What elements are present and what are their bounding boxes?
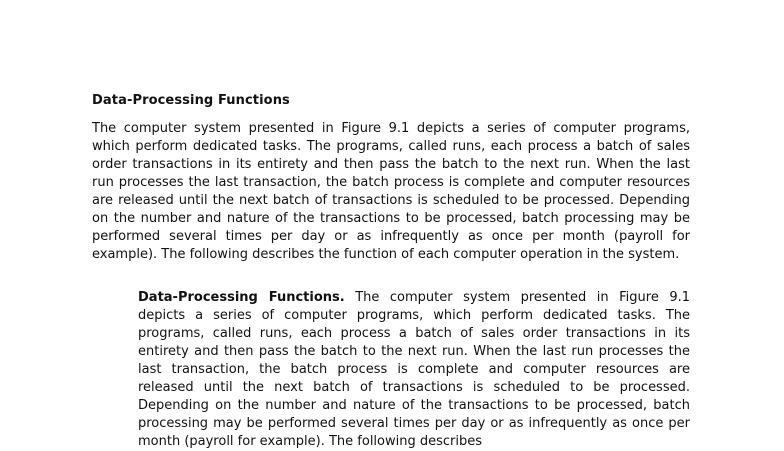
indented-paragraph-text: The computer system presented in Figure 9.1 depicts a series of computer programs, which perform dedicated tasks. The programs, called runs, each process a batch of sales order transactions in its entirety and then pass the batch to the next run. When the last run processes the last transaction, the batch process is complete and computer resources are released until the next batch of transactions is scheduled to be processed. Depending on the number and nature of the transactions to be processed, batch processing may be performed several times per day or as infrequently as once per month (payroll for example). The following describes (138, 290, 690, 449)
body-paragraph: The computer system presented in Figure 9.1 depicts a series of computer programs, which perform dedicated tasks. The programs, called runs, each process a batch of sales order transactions in its entirety and then pass the batch to the next run. When the last run processes the last transaction, the batch process is complete and computer resources are released until the next batch of transactions is scheduled to be processed. Depending on the number and nature of the transactions to be processed, batch processing may be performed several times per day or as infrequently as once per month (payroll for example). The following describes the function of each computer operation in the system. (92, 121, 690, 262)
run-in-heading: Data-Processing Functions. (138, 290, 345, 305)
section-heading: Data-Processing Functions (92, 93, 290, 108)
indented-paragraph (138, 289, 690, 451)
